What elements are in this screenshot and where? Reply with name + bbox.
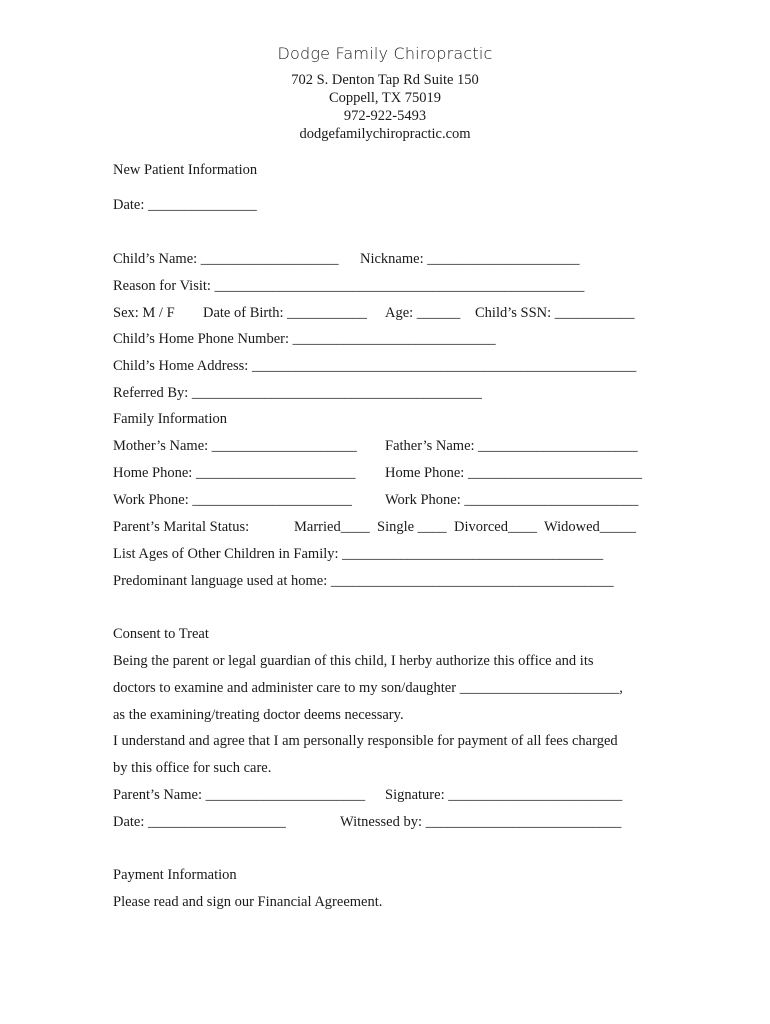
referred-by-field: Referred By: ________________________________________ <box>113 385 482 401</box>
other-children-field: List Ages of Other Children in Family: ____________________________________ <box>113 546 604 562</box>
ssn-field: Child’s SSN: ___________ <box>475 305 635 321</box>
consent-text-line-4: I understand and agree that I am personally responsible for payment of all fees charged <box>113 733 618 749</box>
consent-text-line-5: by this office for such care. <box>113 760 272 776</box>
work-phone-right-field: Work Phone: ________________________ <box>385 492 639 508</box>
consent-date-field: Date: ___________________ <box>113 814 286 830</box>
address-line-1: 702 S. Denton Tap Rd Suite 150 <box>291 72 479 88</box>
reason-for-visit-field: Reason for Visit: ___________________________________________________ <box>113 278 585 294</box>
date-of-birth-field: Date of Birth: ___________ <box>203 305 367 321</box>
language-field: Predominant language used at home: _______________________________________ <box>113 573 614 589</box>
work-phone-left-field: Work Phone: ______________________ <box>113 492 352 508</box>
mothers-name-field: Mother’s Name: ____________________ <box>113 438 357 454</box>
sex-field: Sex: M / F <box>113 305 175 321</box>
payment-note: Please read and sign our Financial Agreement. <box>113 894 383 910</box>
payment-heading: Payment Information <box>113 867 237 883</box>
widowed-option: Widowed_____ <box>544 519 637 535</box>
practice-name: Dodge Family Chiropractic <box>277 44 493 63</box>
form-title: New Patient Information <box>113 162 258 178</box>
home-phone-left-field: Home Phone: ______________________ <box>113 465 356 481</box>
website: dodgefamilychiropractic.com <box>299 126 471 142</box>
marital-status-label: Parent’s Marital Status: <box>113 519 250 535</box>
consent-text-line-1: Being the parent or legal guardian of this child, I herby authorize this office and its <box>113 653 594 669</box>
signature-field: Signature: ________________________ <box>385 787 623 803</box>
fathers-name-field: Father’s Name: ______________________ <box>385 438 638 454</box>
home-phone-right-field: Home Phone: ________________________ <box>385 465 642 481</box>
nickname-field: Nickname: _____________________ <box>360 251 580 267</box>
family-information-heading: Family Information <box>113 411 227 427</box>
date-field: Date: _______________ <box>113 197 257 213</box>
childs-name-field: Child’s Name: ___________________ <box>113 251 339 267</box>
consent-heading: Consent to Treat <box>113 626 209 642</box>
married-option: Married____ <box>294 519 370 535</box>
parents-name-field: Parent’s Name: ______________________ <box>113 787 366 803</box>
single-option: Single ____ <box>377 519 447 535</box>
divorced-option: Divorced____ <box>454 519 537 535</box>
consent-text-line-3: as the examining/treating doctor deems necessary. <box>113 707 404 723</box>
home-phone-number-field: Child’s Home Phone Number: ____________________________ <box>113 331 496 347</box>
address-line-2: Coppell, TX 75019 <box>328 90 442 106</box>
witnessed-by-field: Witnessed by: ___________________________ <box>340 814 622 830</box>
home-address-field: Child’s Home Address: _____________________________________________________ <box>113 358 637 374</box>
consent-text-line-2: doctors to examine and administer care to my son/daughter ______________________, <box>113 680 623 696</box>
age-field: Age: ______ <box>385 305 461 321</box>
phone-number: 972-922-5493 <box>343 108 427 124</box>
